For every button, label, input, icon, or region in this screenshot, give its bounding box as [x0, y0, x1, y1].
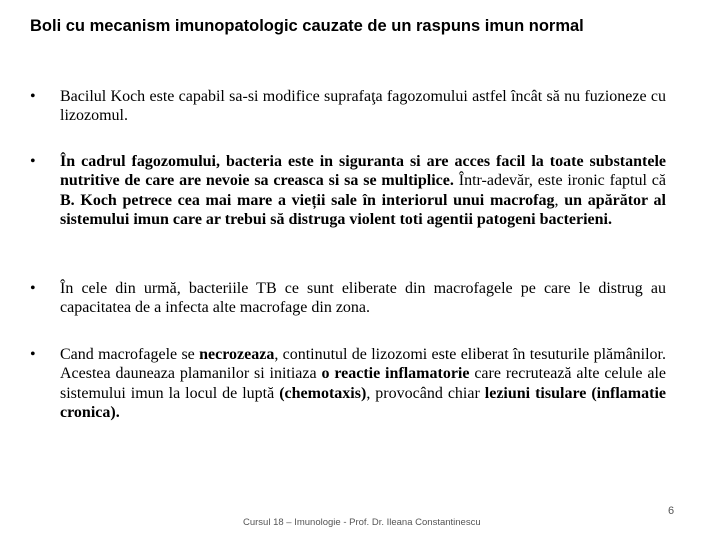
bullet-text: [60, 87, 666, 126]
bullet-text: [60, 152, 666, 229]
bold-text-segment: În cadrul fagozomului, bacteria este in siguranta si are acces facil la toate substantele nutritive de care are nevoie sa creasca si sa se multiplice.: [60, 153, 666, 190]
slide-title: Boli cu mecanism imunopatologic cauzate de un raspuns imun normal: [30, 17, 584, 35]
bullet-icon: •: [30, 153, 36, 170]
bold-text-segment: o reactie inflamatorie: [321, 365, 470, 383]
text-segment: care recrutează alte celule ale sistemului imun la locul de luptă: [60, 365, 667, 402]
bold-text-segment: un apărător al sistemului imun care ar trebui să distruga violent toti agentii patogeni bacterieni.: [60, 191, 666, 228]
bullet-item: [30, 279, 666, 318]
text-segment: , continutul de lizozomi este eliberat în tesuturile plămânilor. Acestea dauneaza plamanilor si initiaza: [60, 346, 667, 383]
text-segment: În cele din urmă, bacteriile TB ce sunt eliberate din macrofagele pe care le distrug au capacitatea de a infecta alte macrofage din zona.: [60, 280, 666, 317]
bold-text-segment: necrozeaza: [199, 346, 275, 363]
bold-text-segment: leziuni tisulare (inflamatie cronica).: [60, 384, 666, 421]
bullet-icon: •: [30, 280, 36, 297]
text-segment: Cand macrofagele se: [60, 346, 200, 363]
bullet-text: [60, 279, 666, 318]
bullet-icon: •: [30, 346, 36, 363]
text-segment: , provocând chiar: [366, 384, 485, 402]
text-segment: Într-adevăr, este ironic faptul că: [453, 172, 666, 190]
bold-text-segment: (chemotaxis): [279, 384, 367, 402]
text-segment: Bacilul Koch este capabil sa-si modifice suprafaţa fagozomului astfel încât să nu fuzioneze cu lizozomul.: [60, 88, 666, 125]
bullet-item: [30, 87, 666, 126]
page-number: 6: [668, 505, 675, 517]
bullet-icon: •: [30, 88, 36, 105]
bullet-item: [30, 152, 666, 229]
slide-footer: Cursul 18 – Imunologie - Prof. Dr. Ileana Constantinescu: [243, 517, 481, 528]
text-segment: ,: [554, 191, 565, 209]
bullet-item: [30, 345, 666, 422]
bullet-text: [60, 345, 666, 422]
bold-text-segment: B. Koch petrece cea mai mare a vieții sale în interiorul unui macrofag: [60, 191, 555, 209]
